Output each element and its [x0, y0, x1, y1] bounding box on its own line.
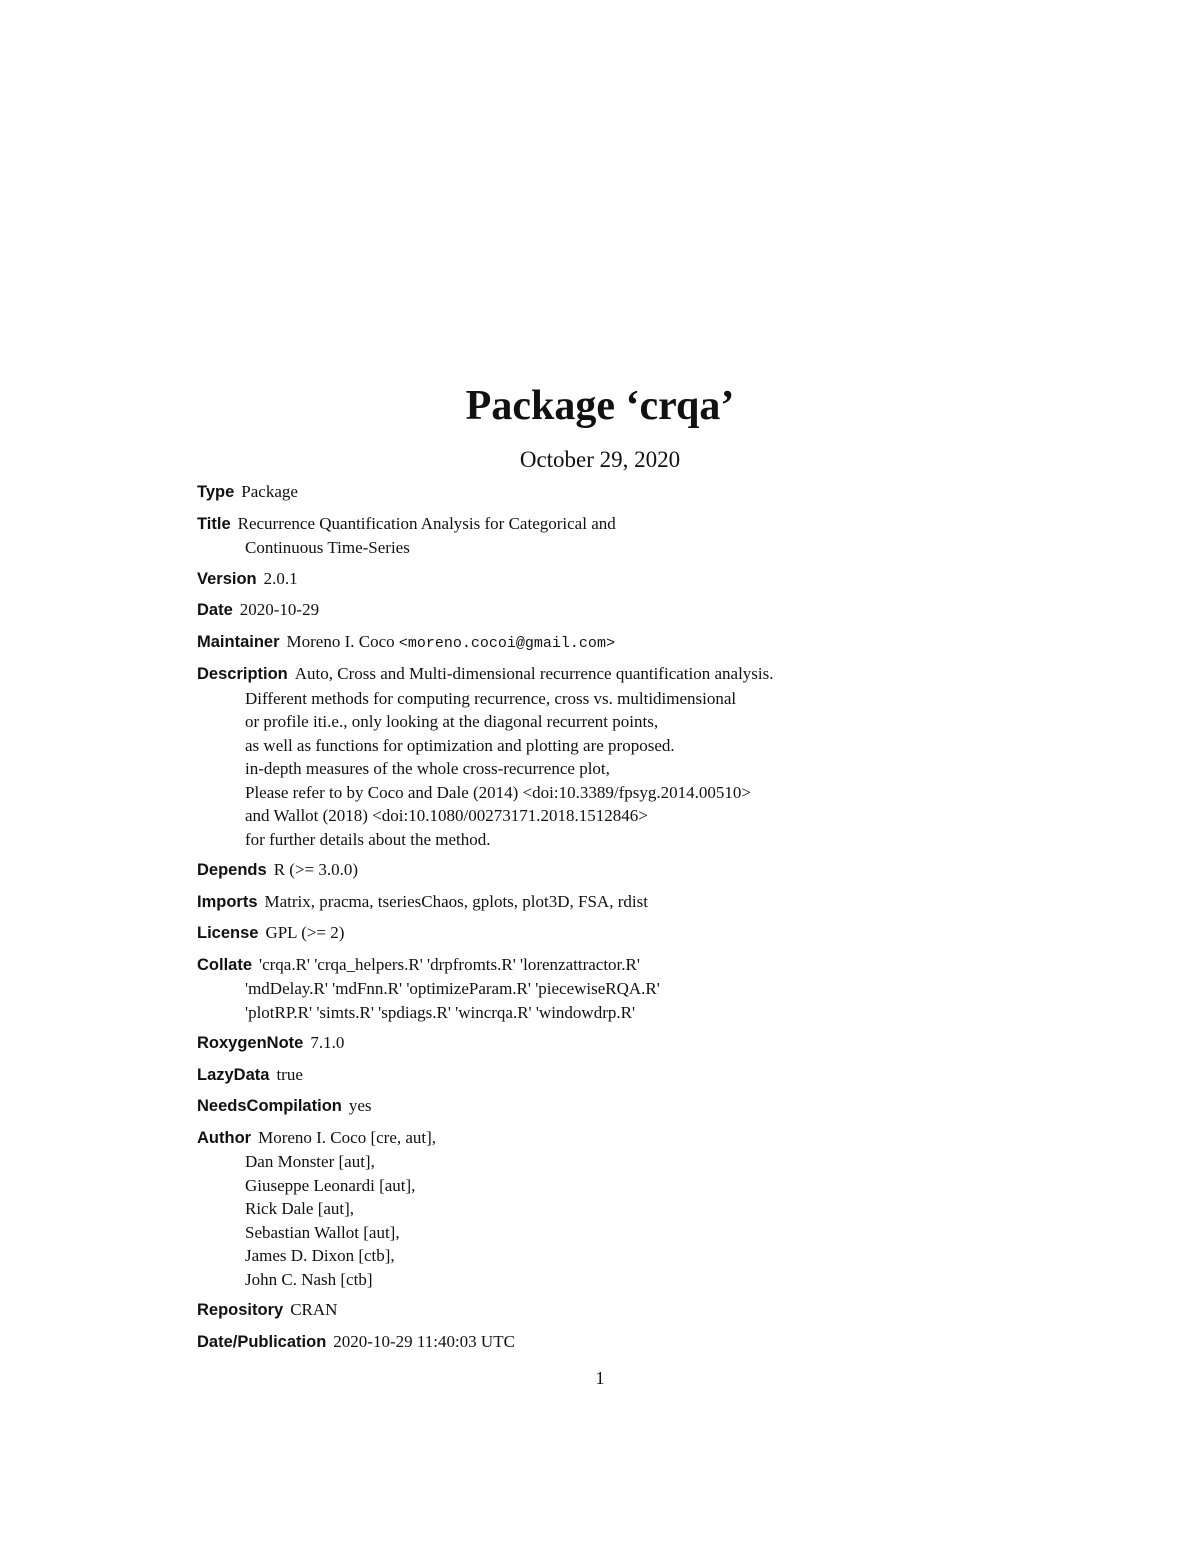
field-value-line: John C. Nash [ctb] [245, 1269, 373, 1289]
field-date [197, 598, 1097, 623]
field-value-line: as well as functions for optimization and plotting are proposed. [245, 735, 675, 755]
maintainer-email: <moreno.cocoi@gmail.com> [398, 634, 615, 652]
field-value-line: James D. Dixon [ctb], [245, 1246, 395, 1265]
field-key: Date/Publication [197, 1332, 327, 1351]
field-collate [197, 953, 1097, 1025]
field-needscompilation [197, 1094, 1097, 1119]
field-value-line: and Wallot (2018) <doi:10.1080/00273171.2018.1512846> [245, 806, 648, 825]
field-value: GPL (>= 2) [265, 923, 345, 942]
field-repository [197, 1298, 1097, 1323]
field-value: Moreno I. Coco [cre, aut], [258, 1127, 437, 1147]
description-fields [197, 480, 1097, 1361]
field-value-line: Different methods for computing recurrence, cross vs. multidimensional [245, 688, 737, 708]
field-key: Version [197, 569, 257, 588]
page-number: 1 [595, 1368, 605, 1388]
field-value: 2020-10-29 11:40:03 UTC [333, 1331, 515, 1351]
field-value-line: 'mdDelay.R' 'mdFnn.R' 'optimizeParam.R' 'piecewiseRQA.R' [245, 979, 660, 998]
field-key: Maintainer [197, 632, 280, 651]
field-value: true [276, 1064, 303, 1084]
maintainer-name: Moreno I. Coco [286, 631, 395, 651]
field-value-line: Dan Monster [aut], [245, 1152, 375, 1171]
field-imports [197, 890, 1097, 915]
field-value: Package [241, 482, 298, 501]
field-value-line: or profile iti.e., only looking at the diagonal recurrent points, [245, 712, 659, 731]
field-key: Type [197, 483, 235, 501]
field-value-line: 'plotRP.R' 'simts.R' 'spdiags.R' 'wincrqa.R' 'windowdrp.R' [245, 1002, 636, 1022]
field-license [197, 921, 1097, 946]
field-value: 2020-10-29 [239, 600, 320, 619]
field-value-line: Rick Dale [aut], [245, 1199, 355, 1218]
field-key: Depends [197, 861, 267, 879]
field-value: CRAN [290, 1300, 338, 1319]
field-value-line: Sebastian Wallot [aut], [245, 1222, 400, 1242]
field-value-line: in-depth measures of the whole cross-recurrence plot, [245, 759, 610, 778]
field-depends [197, 858, 1097, 883]
field-version [197, 567, 1097, 592]
field-roxygennote [197, 1031, 1097, 1056]
field-key: Collate [197, 955, 253, 974]
field-key: Description [197, 665, 288, 683]
field-key: Date [197, 601, 233, 619]
field-key: NeedsCompilation [197, 1097, 342, 1115]
package-title: Package ‘crqa’ [465, 383, 735, 429]
field-date-publication [197, 1330, 1097, 1355]
field-value: yes [348, 1096, 372, 1115]
package-date: October 29, 2020 [519, 447, 681, 472]
field-lazydata [197, 1063, 1097, 1088]
field-value-line: Giuseppe Leonardi [aut], [245, 1175, 416, 1195]
field-value-line: Please refer to by Coco and Dale (2014) <doi:10.3389/fpsyg.2014.00510> [245, 782, 751, 802]
field-value: 2.0.1 [263, 568, 298, 588]
field-key: LazyData [197, 1065, 270, 1084]
field-key: Repository [197, 1301, 284, 1319]
field-author [197, 1126, 1097, 1292]
field-key: License [197, 924, 259, 942]
field-value: Auto, Cross and Multi-dimensional recurrence quantification analysis. [294, 664, 774, 683]
field-value: Matrix, pracma, tseriesChaos, gplots, plot3D, FSA, rdist [264, 891, 648, 911]
field-key: Imports [197, 892, 258, 911]
field-type [197, 480, 1097, 505]
field-description [197, 662, 1097, 851]
field-title [197, 512, 1097, 560]
field-value-line: for further details about the method. [245, 829, 491, 849]
field-value: 7.1.0 [310, 1033, 345, 1052]
field-value: Recurrence Quantification Analysis for Categorical and [237, 513, 616, 533]
field-maintainer [197, 630, 1097, 656]
field-value: R (>= 3.0.0) [273, 860, 359, 879]
field-key: RoxygenNote [197, 1034, 304, 1052]
field-key: Title [197, 514, 231, 533]
field-value-line: Continuous Time-Series [245, 538, 410, 557]
field-key: Author [197, 1128, 252, 1147]
field-value: 'crqa.R' 'crqa_helpers.R' 'drpfromts.R' 'lorenzattractor.R' [259, 954, 640, 974]
